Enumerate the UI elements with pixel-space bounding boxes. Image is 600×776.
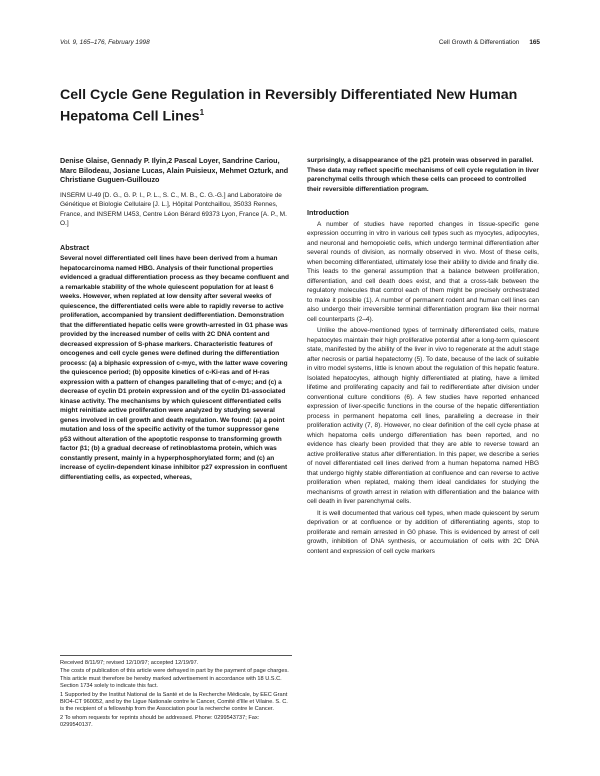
introduction-section bbox=[307, 208, 539, 556]
footnotes bbox=[60, 655, 292, 731]
title-footnote-mark: 1 bbox=[199, 108, 205, 117]
intro-paragraph-3: It is well documented that various cell types, when made quiescent by serum deprivation or at confluence or by addition of differentiating agents, stop to proliferate and remain arrested in G0 phase. This is evidenced by arrest of cell growth, inhibition of DNA synthesis, or accumulation of cells with 2C DNA content and expression of cell cycle markers bbox=[307, 509, 539, 555]
affiliation: INSERM U-49 [D. G., G. P. I., P. L., S. C., M. B., C. G.-G.] and Laboratoire de Génétique et Biologie Cellulaire [J. L.], Hôpital Pontchaillou, 35033 Rennes, France, and INSERM U453, Centre Léon Bérard 69373 Lyon, France [A. P., M. O.] bbox=[60, 191, 287, 227]
abstract-continuation: surprisingly, a disappearance of the p21 protein was observed in parallel. These data may reflect specific mechanisms of cell cycle regulation in liver parenchymal cells through which these cells can proceed to controlled their reversible differentiation program. bbox=[307, 157, 539, 193]
introduction-heading: Introduction bbox=[307, 208, 349, 217]
intro-paragraph-1: A number of studies have reported changes in tissue-specific gene expression occurring in vitro in various cell types such as myocytes, adipocytes, and neuronal and hemopoietic cells, which undergo terminal differentiation after several rounds of division, as normally observed in vivo. Most of these cells, when becoming differentiated, ultimately lose their ability to divide and finally die. This leads to the general assumption that a balance between proliferation, differentiation, and cell death does exist, and that a cross-talk between the regulatory molecules that control each of them might be precisely orchestrated to make it possible (1). A number of permanent rodent and human cell lines can also undergo their irreversible terminal differentiation program like their normal cell counterparts (2–4). bbox=[307, 220, 539, 323]
footnote-correspondence: 2 To whom requests for reprints should be addressed. Phone: 0299543737; Fax: 0299540137. bbox=[60, 714, 260, 729]
article-title bbox=[60, 86, 540, 126]
journal-volume: Vol. 9, 165–176, February 1998 bbox=[60, 39, 150, 46]
journal-name: Cell Growth & Differentiation bbox=[438, 39, 520, 46]
intro-paragraph-2: Unlike the above-mentioned types of terminally differentiated cells, mature hepatocytes maintain their high proliferative potential after a long-term quiescent state, manifested by the ability of the liver in vivo to regenerate at the adult stage after necrosis or partial hepatectomy (5). To date, because of the lack of suitable in vitro model systems, little is known about the regulation of this hepatic feature. Isolated hepatocytes, although highly differentiated at plating, have a limited lifetime and proliferating capacity and fail to redifferentiate after division under conventional culture conditions (6). A few studies have reported enhanced expression of liver-specific functions in the course of the hepatic differentiation process in permanent hepatoma cell lines, paralleling a decrease in their proliferation activity (7, 8). However, no clear definition of the cell cycle phase at which hepatoma cells undergo differentiation has been reported, and no evidence has clearly been provided that they are able to reverse toward an active proliferative status after differentiation. In this paper, we describe a series of novel differentiated cell lines derived from a human hepatoma named HBG that undergo highly stable differentiation at confluence and can reverse to active proliferation when replated, making them ideal candidates for studying the mechanisms of growth arrest in relation with differentiation and the balance with cell death in liver parenchymal cells. bbox=[307, 327, 539, 505]
left-column bbox=[60, 156, 292, 482]
footnote-page-charges: The costs of publication of this article were defrayed in part by the payment of page charges. This article must therefore be hereby marked advertisement in accordance with 18 U.S.C. Section 1734 solely to indicate this fact. bbox=[60, 668, 289, 690]
author-list: Denise Glaise, Gennady P. Ilyin,2 Pascal Loyer, Sandrine Cariou, Marc Bilodeau, Josiane Lucas, Alain Puisieux, Mehmet Ozturk, and Christiane Guguen-Guillouzo bbox=[60, 156, 289, 184]
running-head bbox=[60, 39, 540, 46]
article-title-text: Cell Cycle Gene Regulation in Reversibly Differentiated New Human Hepatoma Cell Lines bbox=[60, 87, 518, 125]
abstract-heading: Abstract bbox=[60, 242, 90, 252]
abstract-text: Several novel differentiated cell lines have been derived from a human hepatocarcinoma named HBG. Analysis of their functional properties evidenced a gradual differentiation process as they became confluent and a remarkable stability of the whole quiescent population for at least 6 weeks. However, when replated at low density after several weeks of quiescence, the differentiated cells were able to rapidly reverse to active proliferation, accompanied by transient dedifferentiation. Demonstration that the differentiated hepatic cells were growth-arrested in G1 phase was provided by the increased number of cells with 2C DNA content and decreased expression of S-phase markers. Characteristic features of oncogenes and cell cycle genes were defined during the differentiation process: (a) a biphasic expression of c-myc, with the latter wave covering the quiescence period; (b) opposite kinetics of c-Ki-ras and of H-ras expression with a pattern of changes paralleling that of c-myc; and (c) a decrease of cyclin D1 protein expression and of the cyclin D1-associated kinase activity. The mechanisms by which quiescent differentiated cells might reinitiate active proliferation were analyzed by studying several genes involved in cell growth and death regulation. We found: (a) a point mutation and loss of the specific activity of the tumor suppressor gene p53 without alteration of the apoptotic response to transforming growth factor β1; (b) a gradual decrease of retinoblastoma protein, which was constantly present, mainly in a hyperphosphorylated form; and (c) an increase of cyclin-dependent kinase inhibitor p27 expression in confluent differentiating cells, as expected, whereas, bbox=[60, 255, 290, 481]
footnote-support: 1 Supported by the Institut National de la Santé et de la Recherche Médicale, by EEC Grant BIO4-CT 960052, and by the Ligue Nationale contre le Cancer, Comité d'Ille et Vilaine. S. C. is the recipient of a fellowship from the Association pour la recherche contre le Cancer. bbox=[60, 691, 288, 713]
right-column bbox=[307, 156, 539, 558]
journal-name-and-page bbox=[439, 39, 540, 46]
footnote-received: Received 8/11/97; revised 12/10/97; accepted 12/19/97. bbox=[60, 660, 199, 666]
page-number: 165 bbox=[529, 39, 540, 46]
